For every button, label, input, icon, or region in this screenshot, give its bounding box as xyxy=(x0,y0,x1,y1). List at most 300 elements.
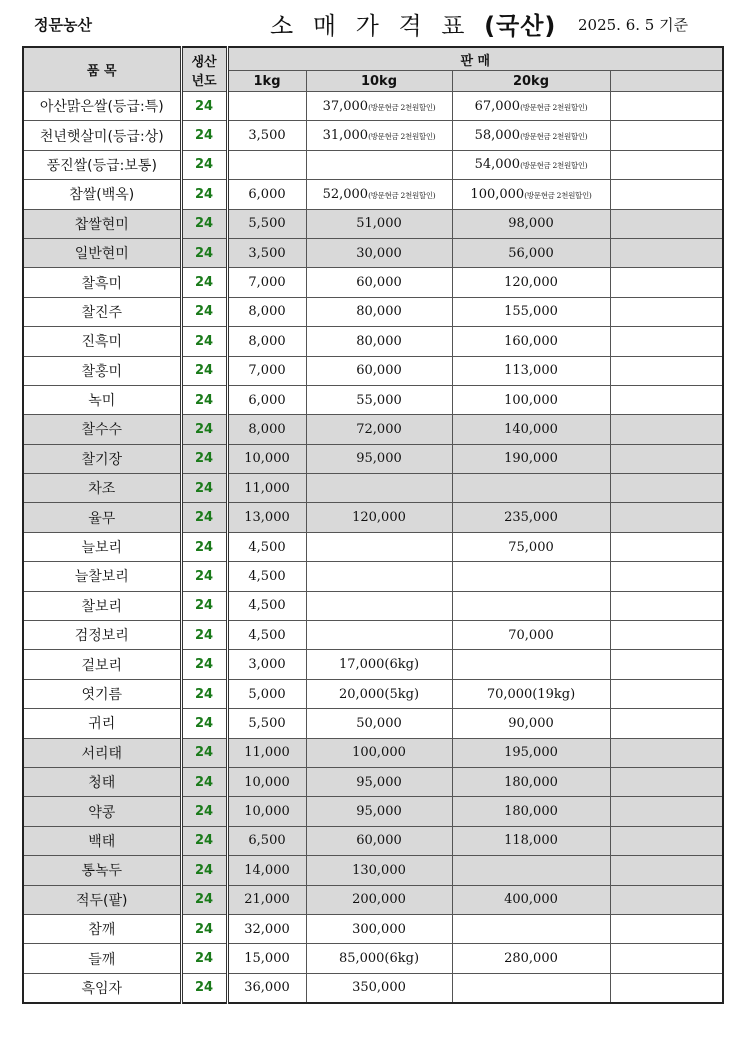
item-name xyxy=(23,327,181,356)
price-20kg-p20n: (방문현금 2천원할인) xyxy=(520,132,588,142)
price-20kg xyxy=(452,327,610,356)
price-1kg xyxy=(227,679,306,708)
item-name-name: 차조 xyxy=(88,481,116,498)
table-row xyxy=(23,885,723,914)
price-20kg xyxy=(452,973,610,1003)
production-year xyxy=(181,268,227,297)
blank-cell xyxy=(610,562,723,591)
blank-cell xyxy=(610,767,723,796)
blank-cell xyxy=(610,826,723,855)
price-10kg-p10: 95,000 xyxy=(356,774,402,790)
price-20kg-p20: 54,000 xyxy=(474,157,521,173)
table-row xyxy=(23,679,723,708)
item-name xyxy=(23,238,181,267)
blank-cell xyxy=(610,738,723,767)
blank-cell xyxy=(610,180,723,209)
price-1kg xyxy=(227,503,306,532)
price-20kg-p20: 180,000 xyxy=(504,774,558,790)
price-20kg-p20: 67,000 xyxy=(474,98,521,114)
price-1kg-p1: 11,000 xyxy=(244,480,290,496)
page-title xyxy=(270,6,556,41)
price-1kg-p1: 8,000 xyxy=(248,421,286,437)
price-20kg-p20: 100,000 xyxy=(470,186,525,202)
table-row xyxy=(23,180,723,209)
item-name xyxy=(23,914,181,943)
item-name-name: 늘찰보리 xyxy=(74,569,129,586)
production-year xyxy=(181,356,227,385)
production-year-year: 24 xyxy=(194,745,214,761)
item-name-name: 늘보리 xyxy=(81,540,123,557)
blank-cell xyxy=(610,621,723,650)
blank-cell xyxy=(610,444,723,473)
price-20kg xyxy=(452,562,610,591)
production-year-year: 24 xyxy=(194,598,214,614)
price-1kg-p1: 4,500 xyxy=(248,598,286,614)
table-row xyxy=(23,268,723,297)
blank-cell xyxy=(610,856,723,885)
blank-cell xyxy=(610,121,723,150)
blank-cell xyxy=(610,327,723,356)
production-year-year: 24 xyxy=(194,568,214,584)
item-name xyxy=(23,885,181,914)
item-name xyxy=(23,268,181,297)
blank-cell xyxy=(610,503,723,532)
header-10kg: 10kg xyxy=(306,71,452,92)
item-name xyxy=(23,415,181,444)
item-name-name: 찰기장 xyxy=(81,451,123,468)
item-name xyxy=(23,503,181,532)
price-10kg-p10: 72,000 xyxy=(356,421,402,437)
item-name-name: 아산맑은쌀(등급:특) xyxy=(39,99,164,116)
production-year-year: 24 xyxy=(194,921,214,937)
item-name xyxy=(23,709,181,738)
price-10kg xyxy=(306,121,452,150)
production-year-year: 24 xyxy=(194,275,214,291)
table-row xyxy=(23,327,723,356)
price-10kg xyxy=(306,209,452,238)
price-10kg-p10: 60,000 xyxy=(356,275,402,291)
table-row xyxy=(23,503,723,532)
item-name xyxy=(23,297,181,326)
price-20kg-p20n: (방문현금 2천원할인) xyxy=(520,161,588,171)
header-year-line1: 생산 xyxy=(191,54,217,70)
price-1kg xyxy=(227,856,306,885)
price-1kg xyxy=(227,297,306,326)
price-10kg-p10: 60,000 xyxy=(356,363,402,379)
price-1kg xyxy=(227,914,306,943)
blank-cell xyxy=(610,532,723,561)
production-year-year: 24 xyxy=(194,774,214,790)
price-10kg-p10: 37,000 xyxy=(322,98,369,114)
table-row xyxy=(23,621,723,650)
production-year-year: 24 xyxy=(194,421,214,437)
production-year-year: 24 xyxy=(194,804,214,820)
price-1kg xyxy=(227,385,306,414)
item-name-name: 일반현미 xyxy=(74,246,129,263)
item-name xyxy=(23,385,181,414)
item-name xyxy=(23,474,181,503)
price-1kg-p1: 36,000 xyxy=(244,980,290,996)
header-year-line2: 년도 xyxy=(191,73,217,89)
blank-cell xyxy=(610,650,723,679)
production-year xyxy=(181,415,227,444)
blank-cell xyxy=(610,474,723,503)
price-10kg-p10: 60,000 xyxy=(356,833,402,849)
header-year xyxy=(181,47,227,92)
price-10kg-p10: 130,000 xyxy=(352,862,406,878)
price-1kg xyxy=(227,767,306,796)
price-20kg xyxy=(452,297,610,326)
price-1kg xyxy=(227,621,306,650)
price-1kg-p1: 10,000 xyxy=(244,804,290,820)
production-year-year: 24 xyxy=(194,392,214,408)
production-year xyxy=(181,738,227,767)
price-20kg xyxy=(452,92,610,121)
price-20kg xyxy=(452,385,610,414)
production-year-year: 24 xyxy=(194,862,214,878)
price-10kg xyxy=(306,327,452,356)
price-10kg-p10: 51,000 xyxy=(356,216,402,232)
blank-cell xyxy=(610,914,723,943)
price-1kg xyxy=(227,738,306,767)
production-year xyxy=(181,826,227,855)
price-10kg xyxy=(306,92,452,121)
price-20kg-p20: 235,000 xyxy=(504,510,558,526)
price-10kg xyxy=(306,826,452,855)
price-1kg xyxy=(227,944,306,973)
price-10kg-p10n: (방문현금 2천원할인) xyxy=(368,190,436,200)
table-row xyxy=(23,767,723,796)
price-20kg xyxy=(452,826,610,855)
production-year xyxy=(181,297,227,326)
item-name xyxy=(23,650,181,679)
price-10kg-p10: 50,000 xyxy=(356,715,402,731)
production-year xyxy=(181,327,227,356)
price-1kg-p1: 5,500 xyxy=(248,715,286,731)
price-1kg-p1: 32,000 xyxy=(244,921,290,937)
price-10kg xyxy=(306,150,452,179)
table-row xyxy=(23,385,723,414)
price-20kg-p20n: (방문현금 2천원할인) xyxy=(524,190,592,200)
price-20kg-p20: 70,000 xyxy=(508,627,554,643)
price-20kg-p20: 400,000 xyxy=(504,892,558,908)
production-year xyxy=(181,503,227,532)
price-20kg xyxy=(452,150,610,179)
production-year xyxy=(181,562,227,591)
price-10kg xyxy=(306,415,452,444)
price-20kg xyxy=(452,709,610,738)
price-10kg-p10: 80,000 xyxy=(356,333,402,349)
production-year xyxy=(181,180,227,209)
price-1kg-p1: 3,000 xyxy=(248,657,286,673)
blank-cell xyxy=(610,973,723,1003)
price-20kg-p20n: (방문현금 2천원할인) xyxy=(520,102,588,112)
blank-cell xyxy=(610,268,723,297)
price-20kg xyxy=(452,738,610,767)
header-item: 품 목 xyxy=(23,47,181,92)
price-1kg-p1: 8,000 xyxy=(248,304,286,320)
price-20kg xyxy=(452,474,610,503)
table-row xyxy=(23,121,723,150)
price-1kg-p1: 10,000 xyxy=(244,774,290,790)
price-10kg xyxy=(306,297,452,326)
price-20kg xyxy=(452,209,610,238)
price-10kg xyxy=(306,268,452,297)
price-1kg-p1: 10,000 xyxy=(244,451,290,467)
production-year xyxy=(181,532,227,561)
production-year-year: 24 xyxy=(194,686,214,702)
item-name xyxy=(23,797,181,826)
table-row xyxy=(23,532,723,561)
price-1kg xyxy=(227,415,306,444)
price-10kg xyxy=(306,621,452,650)
blank-cell xyxy=(610,92,723,121)
item-name-name: 서리태 xyxy=(81,745,123,762)
price-10kg xyxy=(306,180,452,209)
item-name xyxy=(23,767,181,796)
price-10kg-p10n: (방문현금 2천원할인) xyxy=(368,102,436,112)
item-name-name: 겉보리 xyxy=(81,657,123,674)
price-20kg-p20: 160,000 xyxy=(504,333,558,349)
price-1kg xyxy=(227,474,306,503)
price-20kg-p20: 56,000 xyxy=(508,245,554,261)
price-20kg-p20: 140,000 xyxy=(504,421,558,437)
table-row xyxy=(23,944,723,973)
price-10kg xyxy=(306,885,452,914)
table-row xyxy=(23,209,723,238)
price-1kg-p1: 11,000 xyxy=(244,745,290,761)
blank-cell xyxy=(610,385,723,414)
price-1kg xyxy=(227,797,306,826)
item-name-name: 풍진쌀(등급:보통) xyxy=(46,157,157,174)
price-1kg-p1: 6,000 xyxy=(248,186,286,202)
price-10kg-p10: 17,000(6kg) xyxy=(338,657,420,673)
production-year-year: 24 xyxy=(194,715,214,731)
price-20kg-p20: 75,000 xyxy=(508,539,554,555)
price-1kg-p1: 3,500 xyxy=(248,245,286,261)
production-year-year: 24 xyxy=(194,951,214,967)
blank-cell xyxy=(610,709,723,738)
table-row xyxy=(23,356,723,385)
price-10kg xyxy=(306,474,452,503)
production-year-year: 24 xyxy=(194,98,214,114)
price-10kg xyxy=(306,767,452,796)
price-1kg-p1: 5,500 xyxy=(248,216,286,232)
price-10kg xyxy=(306,444,452,473)
table-row xyxy=(23,797,723,826)
price-20kg-p20: 155,000 xyxy=(504,304,558,320)
price-10kg-p10: 55,000 xyxy=(356,392,402,408)
production-year xyxy=(181,150,227,179)
price-20kg xyxy=(452,532,610,561)
price-10kg-p10n: (방문현금 2천원할인) xyxy=(368,132,436,142)
price-1kg-p1: 14,000 xyxy=(244,862,290,878)
price-1kg xyxy=(227,885,306,914)
production-year-year: 24 xyxy=(194,980,214,996)
production-year-year: 24 xyxy=(194,627,214,643)
item-name-name: 통녹두 xyxy=(81,863,123,880)
price-10kg xyxy=(306,650,452,679)
item-name xyxy=(23,679,181,708)
table-row xyxy=(23,709,723,738)
price-10kg xyxy=(306,738,452,767)
farm-name: 정문농산 xyxy=(34,16,92,34)
item-name-name: 흑임자 xyxy=(81,980,123,997)
price-1kg xyxy=(227,92,306,121)
price-10kg xyxy=(306,856,452,885)
table-row xyxy=(23,856,723,885)
table-row xyxy=(23,92,723,121)
price-1kg xyxy=(227,327,306,356)
table-row xyxy=(23,973,723,1003)
price-20kg-p20: 195,000 xyxy=(504,745,558,761)
blank-cell xyxy=(610,885,723,914)
table-row xyxy=(23,444,723,473)
price-1kg-p1: 5,000 xyxy=(248,686,286,702)
item-name xyxy=(23,562,181,591)
production-year xyxy=(181,709,227,738)
price-1kg xyxy=(227,444,306,473)
item-name-name: 찹쌀현미 xyxy=(74,216,129,233)
price-1kg xyxy=(227,268,306,297)
price-1kg-p1: 3,500 xyxy=(248,128,286,144)
production-year-year: 24 xyxy=(194,833,214,849)
price-20kg xyxy=(452,356,610,385)
item-name-name: 찰진주 xyxy=(81,304,123,321)
price-1kg xyxy=(227,709,306,738)
price-10kg xyxy=(306,797,452,826)
production-year-year: 24 xyxy=(194,245,214,261)
title-sub: (국산) xyxy=(484,12,557,40)
production-year-year: 24 xyxy=(194,480,214,496)
price-1kg xyxy=(227,591,306,620)
price-10kg xyxy=(306,238,452,267)
production-year-year: 24 xyxy=(194,333,214,349)
item-name-name: 찰흑미 xyxy=(81,275,123,292)
item-name-name: 찰홍미 xyxy=(81,363,123,380)
price-20kg xyxy=(452,503,610,532)
price-20kg xyxy=(452,944,610,973)
price-1kg xyxy=(227,650,306,679)
price-1kg xyxy=(227,826,306,855)
table-row xyxy=(23,238,723,267)
price-10kg-p10: 20,000(5kg) xyxy=(338,686,420,702)
price-1kg-p1: 7,000 xyxy=(248,363,286,379)
item-name-name: 율무 xyxy=(88,510,116,527)
price-20kg xyxy=(452,767,610,796)
production-year xyxy=(181,856,227,885)
price-20kg-p20: 100,000 xyxy=(504,392,558,408)
item-name-name: 진흑미 xyxy=(81,334,123,351)
price-20kg-p20: 190,000 xyxy=(504,451,558,467)
price-10kg xyxy=(306,914,452,943)
item-name-name: 약콩 xyxy=(88,804,116,821)
table-row xyxy=(23,914,723,943)
price-20kg-p20: 120,000 xyxy=(504,275,558,291)
production-year xyxy=(181,121,227,150)
price-10kg-p10: 300,000 xyxy=(352,921,406,937)
item-name xyxy=(23,826,181,855)
item-name xyxy=(23,738,181,767)
item-name-name: 검정보리 xyxy=(74,628,129,645)
price-20kg xyxy=(452,591,610,620)
price-10kg xyxy=(306,973,452,1003)
price-10kg-p10: 100,000 xyxy=(352,745,406,761)
price-1kg-p1: 4,500 xyxy=(248,627,286,643)
price-10kg-p10: 52,000 xyxy=(322,186,369,202)
table-row xyxy=(23,738,723,767)
price-10kg-p10: 120,000 xyxy=(352,510,406,526)
production-year-year: 24 xyxy=(194,216,214,232)
page-header xyxy=(0,0,743,46)
table-row xyxy=(23,297,723,326)
price-20kg xyxy=(452,650,610,679)
blank-cell xyxy=(610,150,723,179)
header-blank xyxy=(610,71,723,92)
item-name xyxy=(23,180,181,209)
production-year xyxy=(181,797,227,826)
price-1kg xyxy=(227,209,306,238)
price-10kg xyxy=(306,591,452,620)
production-year xyxy=(181,474,227,503)
price-1kg xyxy=(227,180,306,209)
item-name-name: 찰보리 xyxy=(81,598,123,615)
production-year-year: 24 xyxy=(194,304,214,320)
blank-cell xyxy=(610,797,723,826)
price-1kg xyxy=(227,238,306,267)
production-year xyxy=(181,944,227,973)
production-year xyxy=(181,591,227,620)
header-20kg: 20kg xyxy=(452,71,610,92)
price-10kg-p10: 200,000 xyxy=(352,892,406,908)
item-name xyxy=(23,532,181,561)
price-10kg-p10: 31,000 xyxy=(322,128,369,144)
price-1kg-p1: 8,000 xyxy=(248,333,286,349)
price-10kg xyxy=(306,532,452,561)
price-1kg xyxy=(227,356,306,385)
price-1kg-p1: 4,500 xyxy=(248,539,286,555)
item-name-name: 엿기름 xyxy=(81,687,123,703)
production-year-year: 24 xyxy=(194,539,214,555)
price-20kg xyxy=(452,121,610,150)
item-name-name: 참쌀(백옥) xyxy=(69,187,135,204)
production-year xyxy=(181,767,227,796)
item-name-name: 들깨 xyxy=(88,951,116,968)
price-table xyxy=(22,46,724,1004)
blank-cell xyxy=(610,591,723,620)
item-name xyxy=(23,944,181,973)
production-year xyxy=(181,444,227,473)
production-year xyxy=(181,973,227,1003)
item-name xyxy=(23,121,181,150)
production-year xyxy=(181,914,227,943)
table-row xyxy=(23,591,723,620)
price-10kg-p10: 85,000(6kg) xyxy=(338,951,420,967)
item-name xyxy=(23,621,181,650)
price-1kg-p1: 6,500 xyxy=(248,833,286,849)
item-name xyxy=(23,150,181,179)
item-name-name: 적두(팥) xyxy=(76,892,128,909)
production-year-year: 24 xyxy=(194,892,214,908)
production-year xyxy=(181,92,227,121)
price-20kg-p20: 180,000 xyxy=(504,804,558,820)
table-row xyxy=(23,562,723,591)
price-20kg xyxy=(452,856,610,885)
price-rows xyxy=(23,92,723,1004)
blank-cell xyxy=(610,679,723,708)
production-year-year: 24 xyxy=(194,157,214,173)
blank-cell xyxy=(610,944,723,973)
